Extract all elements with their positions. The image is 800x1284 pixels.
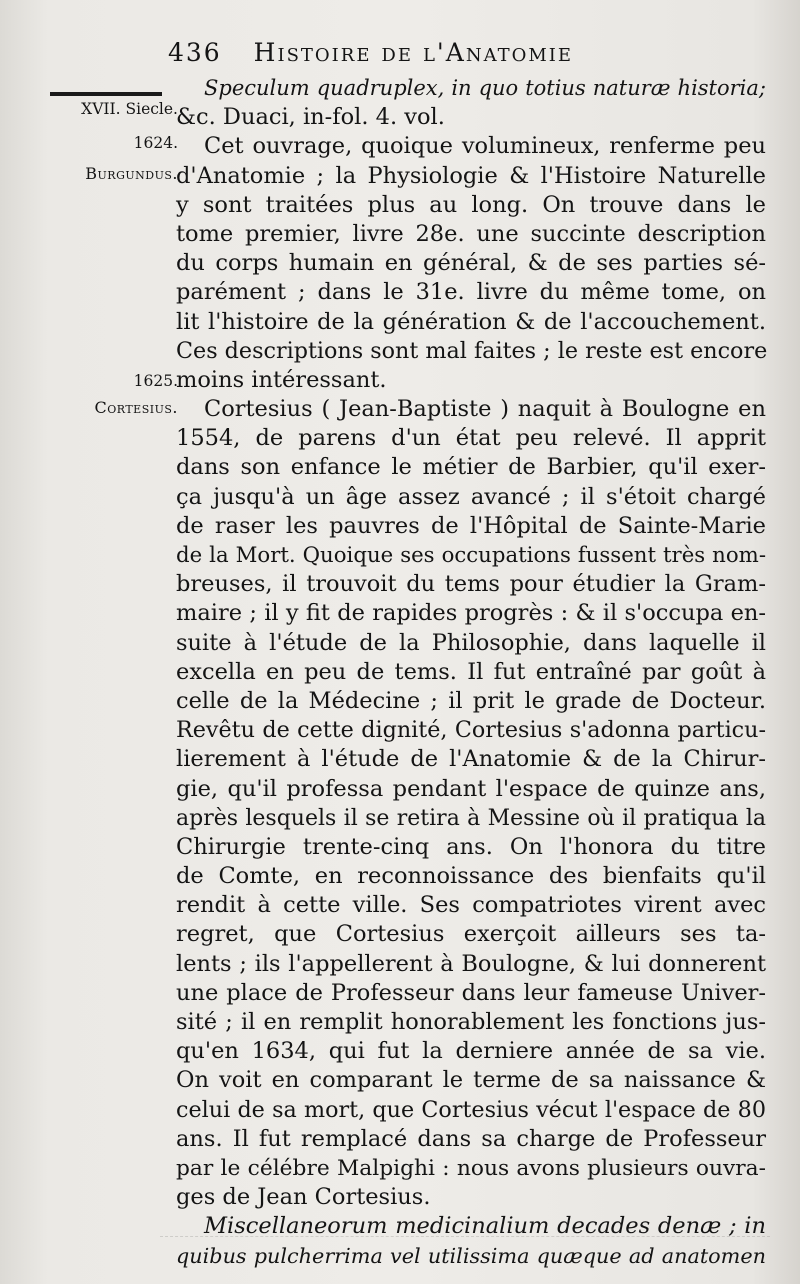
- text-line: lierement à l'étude de l'Anatomie & de la Chirur-: [176, 746, 766, 773]
- text-line: une place de Professeur dans leur fameuse Univer-: [176, 979, 766, 1006]
- text-line: quibus pulcherrima vel utilissima quæque ad anatomen: [176, 1243, 766, 1268]
- text-line: rendit à cette ville. Ses compatriotes virent avec: [176, 892, 766, 919]
- text-line: Cortesius ( Jean-Baptiste ) naquit à Boulogne en: [204, 396, 766, 423]
- text-line: Speculum quadruplex, in quo totius naturæ historia;: [204, 76, 766, 100]
- text-line: dans son enfance le métier de Barbier, qu'il exer-: [176, 454, 766, 481]
- text-line: gie, qu'il professa pendant l'espace de quinze ans,: [176, 775, 766, 802]
- text-line: lit l'histoire de la génération & de l'accouchement.: [176, 308, 766, 335]
- text-line: après lesquels il se retira à Messine où il pratiqua la: [176, 805, 766, 831]
- text-line: lents ; ils l'appellerent à Boulogne, & lui donnerent: [176, 950, 766, 977]
- text-line: maire ; il y fit de rapides progrès : & il s'occupa en-: [176, 600, 766, 627]
- text-line: ça jusqu'à un âge assez avancé ; il s'étoit chargé: [176, 483, 766, 510]
- text-line: du corps humain en général, & de ses parties sé-: [176, 250, 766, 277]
- text-line: Cet ouvrage, quoique volumineux, renferme peu: [204, 133, 766, 160]
- text-line: de la Mort. Quoique ses occupations fussent très nom-: [176, 543, 766, 568]
- text-line: ans. Il fut remplacé dans sa charge de Professeur: [176, 1125, 766, 1152]
- margin-note-burgundus: Burgundus.: [85, 164, 178, 183]
- text-line: regret, que Cortesius exerçoit ailleurs ses ta-: [176, 921, 766, 948]
- text-line: qu'en 1634, qui fut la derniere année de sa vie.: [176, 1038, 766, 1065]
- margin-rule: [50, 92, 162, 96]
- text-line: excella en peu de tems. Il fut entraîné par goût à: [176, 658, 766, 685]
- running-title: Histoire de l'Anatomie: [253, 38, 574, 67]
- text-line: de raser les pauvres de l'Hôpital de Sainte-Marie: [176, 512, 766, 539]
- text-line: sité ; il en remplit honorablement les fonctions jus-: [176, 1009, 766, 1035]
- text-line: 1554, de parens d'un état peu relevé. Il apprit: [176, 425, 766, 452]
- text-line: Miscellaneorum medicinalium decades denæ ; in: [204, 1213, 766, 1240]
- page-number: 436: [168, 38, 222, 67]
- text-line: moins intéressant.: [176, 366, 387, 393]
- margin-note-year-1624: 1624.: [133, 134, 178, 152]
- text-line: Revêtu de cette dignité, Cortesius s'adonna particu-: [176, 717, 766, 744]
- text-line: par le célébre Malpighi : nous avons plusieurs ouvra-: [176, 1155, 766, 1181]
- text-line: celui de sa mort, que Cortesius vécut l'espace de 80: [176, 1096, 766, 1123]
- body-text: [176, 74, 766, 1271]
- text-line: Chirurgie trente-cinq ans. On l'honora du titre: [176, 833, 766, 860]
- text-line: celle de la Médecine ; il prit le grade de Docteur.: [176, 687, 766, 714]
- margin-note-cortesius: Cortesius.: [94, 398, 178, 417]
- text-line: On voit en comparant le terme de sa naissance &: [176, 1067, 766, 1094]
- margin-note-century: XVII. Siecle.: [81, 100, 178, 118]
- text-line: breuses, il trouvoit du tems pour étudier la Gram-: [176, 571, 766, 598]
- text-line: d'Anatomie ; la Physiologie & l'Histoire Naturelle: [176, 162, 766, 189]
- text-line: de Comte, en reconnoissance des bienfaits qu'il: [176, 863, 766, 890]
- text-line: tome premier, livre 28e. une succinte description: [176, 220, 766, 247]
- text-line: y sont traitées plus au long. On trouve dans le: [176, 191, 766, 218]
- margin-note-year-1625: 1625.: [133, 372, 178, 390]
- text-line: &c. Duaci, in-fol. 4. vol.: [176, 104, 445, 131]
- text-line: ges de Jean Cortesius.: [176, 1184, 431, 1211]
- running-header: [168, 38, 768, 78]
- text-line: suite à l'étude de la Philosophie, dans laquelle il: [176, 629, 766, 656]
- text-line: parément ; dans le 31e. livre du même tome, on: [176, 279, 766, 306]
- text-line: Ces descriptions sont mal faites ; le reste est encore: [176, 337, 768, 364]
- page-bottom-edge: [160, 1236, 770, 1249]
